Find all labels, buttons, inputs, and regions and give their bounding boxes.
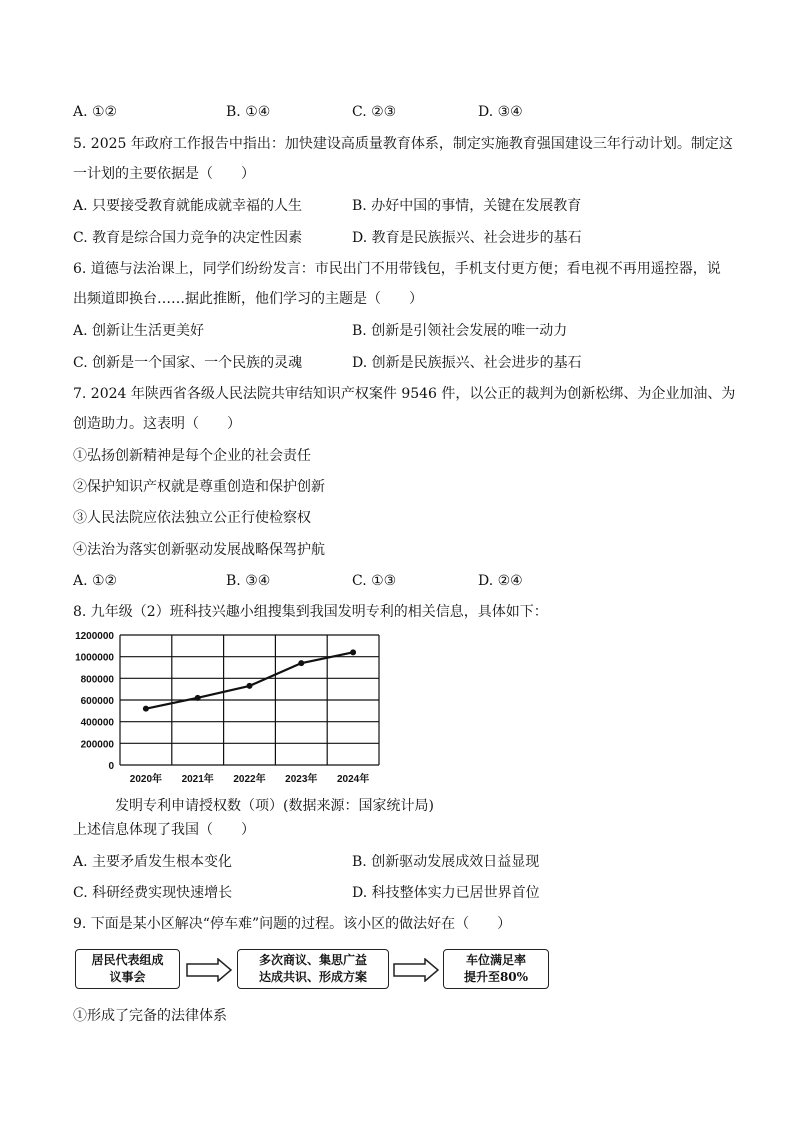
- q9-stem: 9. 下面是某小区解决“停车难”问题的过程。该小区的做法好在（ ）: [73, 916, 512, 932]
- q6-stem-line1: 6. 道德与法治课上，同学们纷纷发言：市民出门不用带钱包，手机支付更方便；看电视不再用遥控器，说: [73, 261, 721, 277]
- x-tick-label: 2021年: [181, 774, 214, 785]
- q6-stem-line2: 出频道即换台……据此推断，他们学习的主题是（ ）: [73, 291, 423, 307]
- q4-option-c: C. ②③: [352, 104, 397, 120]
- q4-option-a: A. ①②: [73, 104, 118, 120]
- flow-step-1-text: 居民代表组成 议事会: [91, 953, 164, 984]
- chart-caption: 发明专利申请授权数（项）(数据来源：国家统计局): [115, 798, 434, 814]
- q8-option-c: C. 科研经费实现快速增长: [73, 885, 233, 901]
- q5-option-c: C. 教育是综合国力竞争的决定性因素: [73, 230, 303, 246]
- data-point: [195, 695, 201, 701]
- q9-statement-1: ①形成了完备的法律体系: [73, 1008, 227, 1024]
- x-tick-label: 2024年: [336, 774, 370, 785]
- q5-stem-line1: 5. 2025 年政府工作报告中指出：加快建设高质量教育体系，制定实施教育强国建设三年行动计划。制定这: [73, 136, 733, 152]
- q7-statement-2: ②保护知识产权就是尊重创造和保护创新: [73, 479, 325, 495]
- flow-step-2-text: 多次商议、集思广益 达成共识、形成方案: [258, 953, 367, 984]
- flow-step-1: [75, 949, 180, 989]
- chart-svg: [66, 625, 396, 790]
- q4-option-d: D. ③④: [478, 104, 523, 120]
- q4-option-b: B. ①④: [226, 104, 271, 120]
- q7-statement-3: ③人民法院应依法独立公正行使检察权: [73, 510, 311, 526]
- q8-stem: 8. 九年级（2）班科技兴趣小组搜集到我国发明专利的相关信息，具体如下：: [73, 604, 548, 620]
- y-tick-label: 400000: [80, 717, 114, 729]
- data-point: [350, 649, 356, 655]
- q7-option-c: C. ①③: [352, 573, 397, 589]
- x-tick-label: 2022年: [233, 774, 266, 785]
- patent-line-chart: [66, 625, 396, 790]
- q8-option-d: D. 科技整体实力已居世界首位: [352, 885, 540, 901]
- q6-option-a: A. 创新让生活更美好: [73, 323, 205, 339]
- q7-option-b: B. ③④: [226, 573, 271, 589]
- q6-option-b: B. 创新是引领社会发展的唯一动力: [352, 323, 568, 339]
- data-point: [247, 683, 253, 689]
- flow-step-3-text: 车位满足率 提升至80%: [463, 953, 529, 984]
- data-point: [143, 706, 149, 712]
- y-tick-label: 800000: [80, 674, 114, 686]
- q7-stem-line2: 创造助力。这表明（ ）: [73, 416, 241, 432]
- x-tick-label: 2020年: [129, 774, 163, 785]
- flow-step-3: [443, 949, 549, 989]
- q8-question: 上述信息体现了我国（ ）: [73, 822, 255, 838]
- y-tick-label: 200000: [80, 739, 114, 751]
- q5-stem-line2: 一计划的主要依据是（ ）: [73, 166, 255, 182]
- q7-stem-line1: 7. 2024 年陕西省各级人民法院共审结知识产权案件 9546 件，以公正的裁判为创新松绑、为企业加油、为: [73, 386, 736, 402]
- y-tick-label: 0: [108, 761, 114, 772]
- q6-option-c: C. 创新是一个国家、一个民族的灵魂: [73, 355, 303, 371]
- x-tick-label: 2023年: [285, 774, 318, 785]
- q7-statement-1: ①弘扬创新精神是每个企业的社会责任: [73, 448, 311, 464]
- flow-arrow-2-icon: [393, 958, 439, 982]
- flow-step-2: [237, 949, 389, 989]
- y-tick-label: 600000: [80, 696, 114, 707]
- y-tick-label: 1200000: [75, 631, 114, 642]
- data-point: [298, 660, 304, 666]
- y-tick-label: 1000000: [75, 652, 114, 664]
- q8-option-a: A. 主要矛盾发生根本变化: [73, 854, 233, 870]
- q8-option-b: B. 创新驱动发展成效日益显现: [352, 854, 540, 870]
- q5-option-d: D. 教育是民族振兴、社会进步的基石: [352, 230, 582, 246]
- q7-option-a: A. ①②: [73, 573, 118, 589]
- q5-option-b: B. 办好中国的事情，关键在发展教育: [352, 198, 582, 214]
- flow-arrow-1-icon: [186, 958, 232, 982]
- q7-statement-4: ④法治为落实创新驱动发展战略保驾护航: [73, 542, 325, 558]
- q5-option-a: A. 只要接受教育就能成就幸福的人生: [73, 198, 303, 214]
- q6-option-d: D. 创新是民族振兴、社会进步的基石: [352, 355, 582, 371]
- q7-option-d: D. ②④: [478, 573, 523, 589]
